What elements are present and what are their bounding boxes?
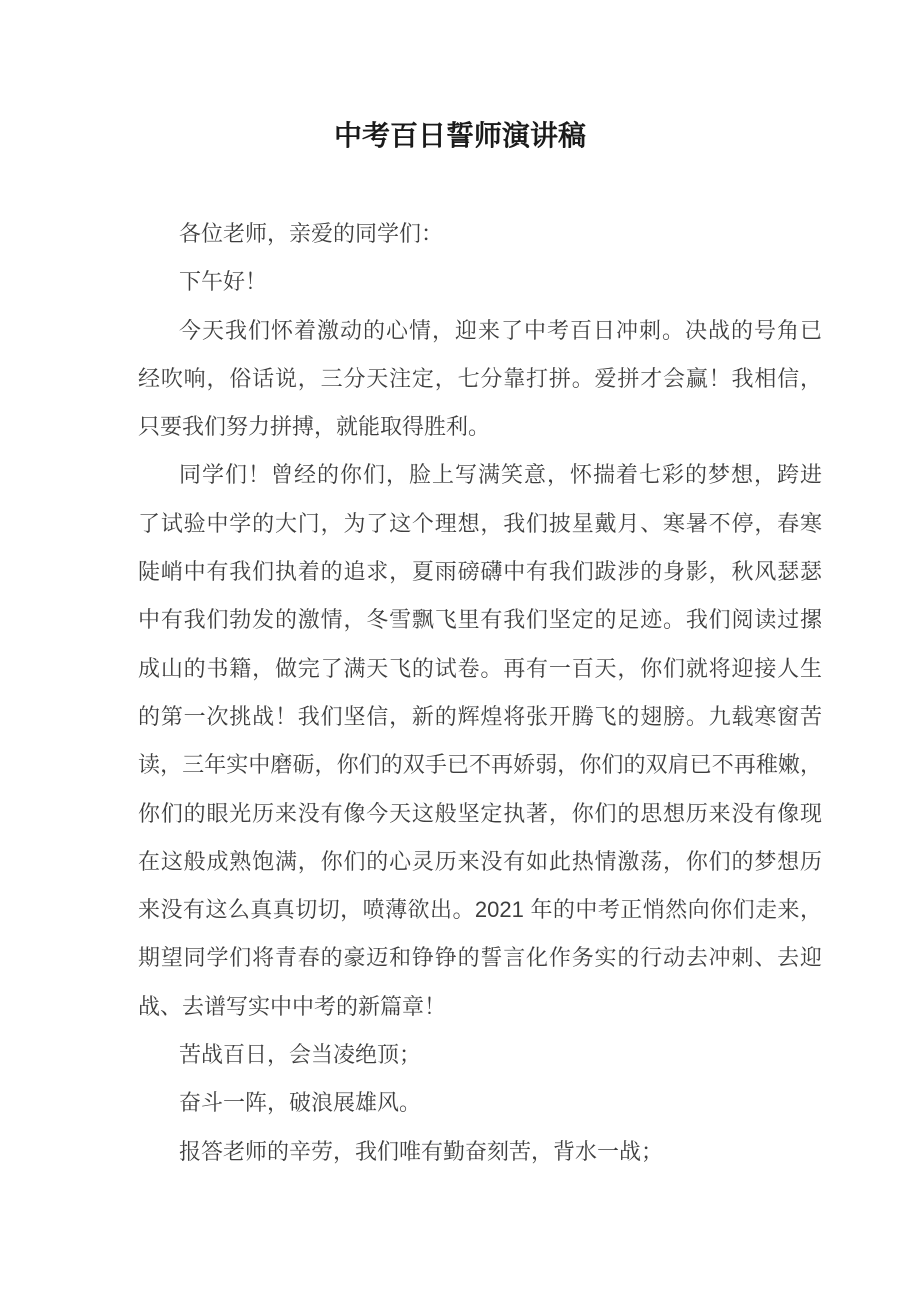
- document-line: 今天我们怀着激动的心情，迎来了中考百日冲刺。决战的号角已: [179, 317, 822, 343]
- document-line: 战、去谱写实中中考的新篇章！: [138, 993, 447, 1019]
- paragraph: [138, 451, 822, 1031]
- document-line: 的第一次挑战！我们坚信，新的辉煌将张开腾飞的翅膀。九载寒窗苦: [138, 703, 822, 729]
- document-line: 苦战百日，会当凌绝顶；: [179, 1042, 422, 1068]
- paragraph: [138, 1079, 822, 1127]
- document-line: 报答老师的辛劳，我们唯有勤奋刻苦，背水一战；: [179, 1138, 664, 1164]
- document-line: 经吹响，俗话说，三分天注定，七分靠打拼。爱拼才会赢！我相信，: [138, 365, 822, 391]
- document-line: 中有我们勃发的激情，冬雪飘飞里有我们坚定的足迹。我们阅读过摞: [138, 607, 822, 633]
- document-line: 来没有这么真真切切，喷薄欲出。2021 年的中考正悄然向你们走来，: [138, 897, 822, 923]
- document-line: 同学们！曾经的你们，脸上写满笑意，怀揣着七彩的梦想，跨进: [179, 462, 822, 488]
- document-line: 在这般成熟饱满，你们的心灵历来没有如此热情激荡，你们的梦想历: [138, 848, 822, 874]
- document-line: 陡峭中有我们执着的追求，夏雨磅礴中有我们跋涉的身影，秋风瑟瑟: [138, 559, 822, 585]
- document-line: 期望同学们将青春的豪迈和铮铮的誓言化作务实的行动去冲刺、去迎: [138, 945, 822, 971]
- document-title: 中考百日誓师演讲稿: [333, 120, 586, 151]
- document-line: 奋斗一阵，破浪展雄风。: [179, 1090, 422, 1116]
- paragraph: [138, 210, 822, 258]
- paragraph: [138, 1031, 822, 1079]
- document-line: 成山的书籍，做完了满天飞的试卷。再有一百天，你们就将迎接人生: [138, 655, 822, 681]
- paragraph: [138, 1128, 822, 1176]
- document-line: 只要我们努力拼搏，就能取得胜利。: [138, 414, 491, 440]
- paragraph: [138, 307, 822, 452]
- document-line: 各位老师，亲爱的同学们：: [179, 221, 444, 246]
- paragraph: [138, 258, 822, 306]
- document-line: 读，三年实中磨砺，你们的双手已不再娇弱，你们的双肩已不再稚嫩，: [138, 752, 822, 778]
- document-line: 你们的眼光历来没有像今天这般坚定执著，你们的思想历来没有像现: [138, 800, 822, 826]
- document-line: 了试验中学的大门，为了这个理想，我们披星戴月、寒暑不停，春寒: [138, 510, 822, 536]
- document-body: [138, 210, 822, 1176]
- document-line: 下午好！: [179, 269, 268, 295]
